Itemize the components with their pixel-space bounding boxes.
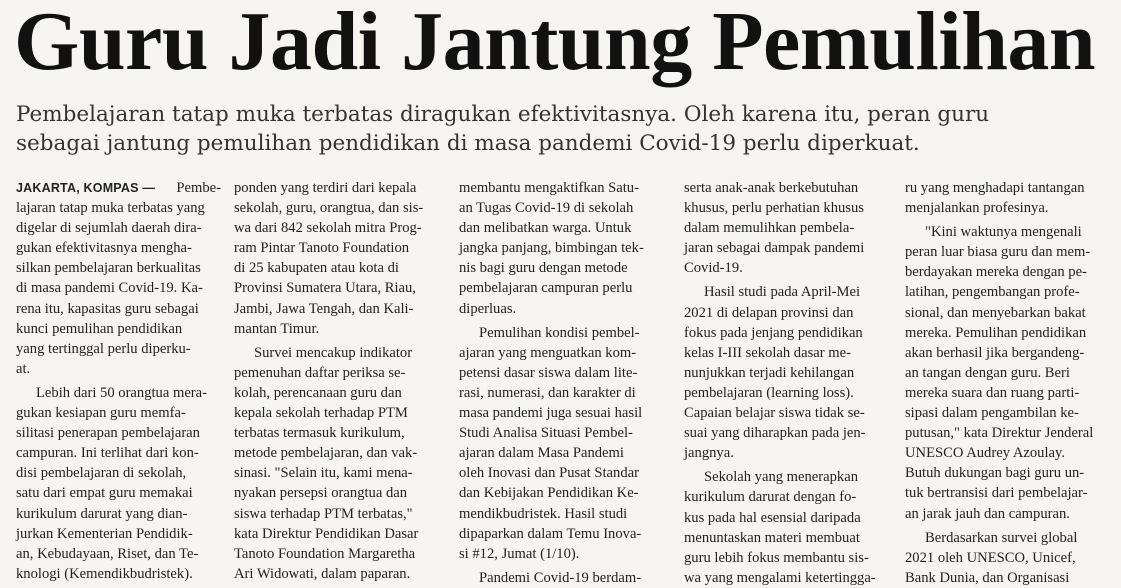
text-line xyxy=(16,178,221,198)
text-line: Tanoto Foundation Margaretha xyxy=(234,545,416,562)
text-line: kurikulum darurat dengan fo- xyxy=(684,489,857,506)
text-line: peran luar biasa guru dan mem- xyxy=(905,244,1091,261)
text-line: silkan pembelajaran berkualitas xyxy=(16,260,201,277)
text-line: serta anak-anak berkebutuhan xyxy=(684,180,859,196)
paragraph xyxy=(684,467,896,588)
column-5 xyxy=(905,178,1121,586)
text-line: Provinsi Sumatera Utara, Riau, xyxy=(234,280,416,297)
text-line: masa pandemi juga sesuai hasil xyxy=(459,405,643,422)
text-line: fokus pada jenjang pendidikan xyxy=(684,324,863,341)
text-line: Studi Analisa Situasi Pembel- xyxy=(459,425,633,442)
text-line: an jarak jauh dan campuran. xyxy=(905,505,1070,522)
text-line: dan melibatkan warga. Untuk xyxy=(459,220,632,237)
text-line: digelar di sejumlah daerah dira- xyxy=(16,220,202,237)
text-line: sipasi dalam pengambilan ke- xyxy=(905,405,1079,422)
text-line: nyakan persepsi orangtua dan xyxy=(234,485,408,502)
text-line: diperluas. xyxy=(459,300,517,317)
text-line: Capaian belajar siswa tidak se- xyxy=(684,405,865,422)
text-line: Lebih dari 50 orangtua mera- xyxy=(36,384,207,401)
paragraph xyxy=(459,178,671,319)
text-line: mendikbudristek. Hasil studi xyxy=(459,505,628,522)
dateline-text: Pembe- xyxy=(176,180,221,196)
paragraph xyxy=(905,178,1121,218)
text-line: Covid-19. xyxy=(684,260,743,277)
text-line: mereka suara dan ruang parti- xyxy=(905,384,1080,401)
text-line: ram Pintar Tanoto Foundation xyxy=(234,240,410,257)
text-line: pembelajaran campuran perlu xyxy=(459,280,633,297)
text-line: menjalankan profesinya. xyxy=(905,200,1049,217)
text-line: UNESCO Audrey Azoulay. xyxy=(905,445,1065,462)
text-line: gukan efektivitasnya mengha- xyxy=(16,240,192,257)
column-2 xyxy=(234,178,449,582)
text-line: jaran sebagai dampak pandemi xyxy=(684,240,865,257)
text-line: terbatas termasuk kurikulum, xyxy=(234,425,405,442)
text-line: kata Direktur Pendidikan Dasar xyxy=(234,525,419,542)
text-line: sekolah, guru, orangtua, dan sis- xyxy=(234,200,424,217)
text-line: di masa pandemi Covid-19. Ka- xyxy=(16,280,203,297)
text-line: tuk bertransisi dari pembelajar- xyxy=(905,485,1088,502)
text-line: jangka panjang, bimbingan tek- xyxy=(459,240,644,257)
text-line: Butuh dukungan bagi guru un- xyxy=(905,465,1085,482)
text-line: satu dari empat guru memakai xyxy=(16,485,193,502)
text-line: an, Kebudayaan, Riset, dan Te- xyxy=(16,545,199,562)
text-line: kus pada hal esensial daripada xyxy=(684,509,861,526)
text-line: nis bagi guru dengan metode xyxy=(459,260,628,277)
text-line: menuntaskan materi membuat xyxy=(684,529,860,546)
text-line: dan Kebijakan Pendidikan Ke- xyxy=(459,485,639,502)
text-line: disi pembelajaran di sekolah, xyxy=(16,465,187,482)
text-line: Ari Widowati, dalam paparan. xyxy=(234,565,411,582)
text-line: Berdasarkan survei global xyxy=(925,529,1078,546)
text-line: mantan Timur. xyxy=(234,320,320,337)
text-line: rasi, numerasi, dan karakter di xyxy=(459,384,636,401)
paragraph xyxy=(684,178,896,278)
text-line: pemenuhan daftar periksa se- xyxy=(234,364,406,381)
text-line: pembelajaran (learning loss). xyxy=(684,384,854,401)
text-line: wa dari 842 sekolah mitra Prog- xyxy=(234,220,422,237)
text-line: metode pembelajaran, dan vak- xyxy=(234,445,418,462)
text-line: ajaran yang menguatkan kom- xyxy=(459,344,637,361)
lead-line: sebagai jantung pemulihan pendidikan di masa pandemi Covid-19 perlu diperkuat. xyxy=(16,131,920,156)
text-line: Jambi, Jawa Tengah, dan Kali- xyxy=(234,300,414,317)
text-line: kepala sekolah terhadap PTM xyxy=(234,405,408,422)
text-line: ponden yang terdiri dari kepala xyxy=(234,180,417,196)
text-line: petensi dasar siswa dalam lite- xyxy=(459,364,638,381)
text-line: an tangan dengan guru. Beri xyxy=(905,364,1070,381)
text-line: 2021 oleh UNESCO, Unicef, xyxy=(905,549,1076,566)
paragraph xyxy=(905,222,1121,523)
text-line: kelas I-III sekolah dasar me- xyxy=(684,344,851,361)
text-line: dalam memulihkan pembela- xyxy=(684,220,855,237)
text-line: sional, dan menyebarkan bakat xyxy=(905,304,1086,321)
text-line: Pemulihan kondisi pembel- xyxy=(479,324,640,341)
lead-line: Pembelajaran tatap muka terbatas diragukan efektivitasnya. Oleh karena itu, peran guru xyxy=(16,102,990,127)
paragraph xyxy=(459,323,671,564)
text-line: khusus, perlu perhatian khusus xyxy=(684,200,864,217)
text-line: akan berhasil jika bergandeng- xyxy=(905,344,1085,361)
text-line: kunci pemulihan pendidikan xyxy=(16,320,183,337)
column-3 xyxy=(459,178,671,586)
text-line: dipaparkan dalam Temu Inova- xyxy=(459,525,642,542)
text-line: at. xyxy=(16,360,31,377)
text-line: di 25 kabupaten atau kota di xyxy=(234,260,399,277)
text-line: guru lebih fokus membantu sis- xyxy=(684,549,869,566)
text-line: mereka. Pemulihan pendidikan xyxy=(905,324,1087,341)
article-body xyxy=(0,172,1121,586)
text-line: sinasi. "Selain itu, kami mena- xyxy=(234,465,413,482)
text-line: kolah, perencanaan guru dan xyxy=(234,384,402,401)
text-line: rena itu, kapasitas guru sebagai xyxy=(16,300,199,317)
text-line: an Tugas Covid-19 di sekolah xyxy=(459,200,634,217)
text-line: berdayakan mereka dengan pe- xyxy=(905,264,1087,281)
text-line: wa yang mengalami ketertingga- xyxy=(684,569,876,586)
text-line: Hasil studi pada April-Mei xyxy=(704,284,861,301)
text-line: Pandemi Covid-19 berdam- xyxy=(479,569,642,586)
text-line: kurikulum darurat yang dian- xyxy=(16,505,188,522)
text-line: oleh Inovasi dan Pusat Standar xyxy=(459,465,639,482)
text-line: siswa terhadap PTM terbatas," xyxy=(234,505,413,522)
paragraph xyxy=(234,178,449,339)
paragraph xyxy=(234,343,449,584)
text-line: gukan kesiapan guru memfa- xyxy=(16,405,186,422)
headline: Guru Jadi Jantung Pemulihan xyxy=(14,0,1096,88)
text-line: knologi (Kemendikbudristek). xyxy=(16,565,193,582)
paragraph xyxy=(16,383,221,584)
text-line: suai yang diharapkan pada jen- xyxy=(684,425,866,442)
column-4 xyxy=(684,178,896,586)
dateline: JAKARTA, KOMPAS — xyxy=(16,181,156,195)
lead-paragraph xyxy=(16,100,1016,158)
text-line: putusan," kata Direktur Jenderal xyxy=(905,425,1094,442)
paragraph xyxy=(684,282,896,463)
paragraph xyxy=(16,178,221,379)
text-line: latihan, pengembangan profe- xyxy=(905,284,1080,301)
paragraph xyxy=(459,568,671,588)
text-line: Bank Dunia, dan Organisasi xyxy=(905,569,1070,586)
text-line: yang tertinggal perlu diperku- xyxy=(16,340,191,357)
column-1 xyxy=(16,178,221,582)
text-line: nunjukkan terjadi kehilangan xyxy=(684,364,855,381)
text-line: campuran. Ini terlihat dari kon- xyxy=(16,445,199,462)
text-line: Survei mencakup indikator xyxy=(254,344,413,361)
text-line: jangnya. xyxy=(684,445,734,462)
text-line: jurkan Kementerian Pendidik- xyxy=(16,525,193,542)
text-line: si #12, Jumat (1/10). xyxy=(459,545,580,562)
text-line: "Kini waktunya mengenali xyxy=(925,224,1082,241)
paragraph xyxy=(905,528,1121,588)
text-line: ru yang menghadapi tantangan xyxy=(905,180,1085,196)
text-line: membantu mengaktifkan Satu- xyxy=(459,180,639,196)
text-line: silitasi penerapan pembelajaran xyxy=(16,425,200,442)
text-line: ajaran dalam Masa Pandemi xyxy=(459,445,624,462)
text-line: Sekolah yang menerapkan xyxy=(704,469,858,486)
text-line: lajaran tatap muka terbatas yang xyxy=(16,200,205,217)
text-line: 2021 di delapan provinsi dan xyxy=(684,304,854,321)
